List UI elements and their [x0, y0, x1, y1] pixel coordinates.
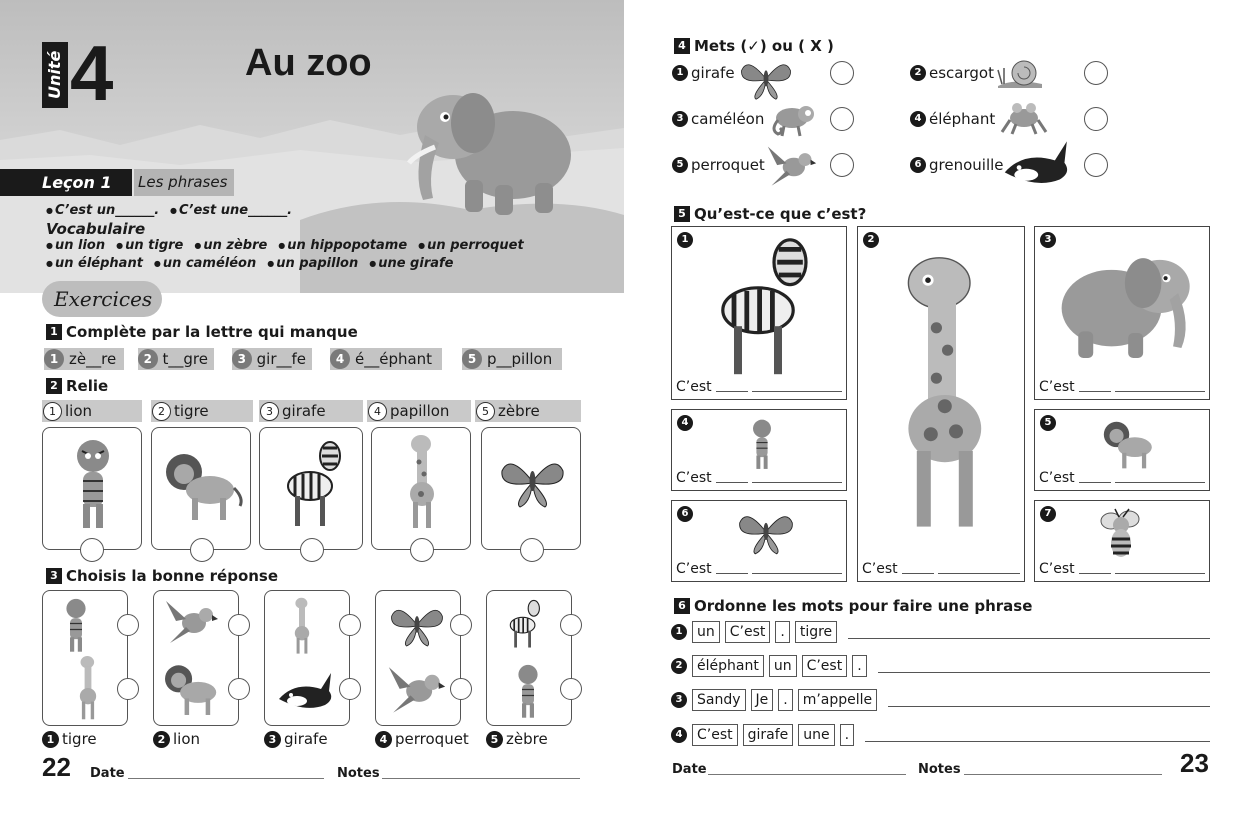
vocab-word: ● une girafe: [369, 256, 453, 271]
word-tile[interactable]: éléphant: [692, 655, 764, 677]
date-line[interactable]: [708, 774, 906, 775]
ex2-label: 2 tigre: [151, 400, 253, 422]
answer-line[interactable]: [865, 741, 1210, 742]
chameleon-icon: [770, 100, 818, 140]
ex5-box-6: 6 C’est: [671, 500, 847, 582]
answer-line[interactable]: [848, 638, 1210, 639]
ex2-label: 5 zèbre: [475, 400, 581, 422]
tiger-icon: [748, 414, 776, 474]
ex3-answer-circle[interactable]: [339, 614, 361, 636]
ex4-item: 6 grenouille: [910, 156, 1004, 174]
ex4-check-circle[interactable]: [830, 61, 854, 85]
ex3-choice-card: [375, 590, 461, 726]
ex6-row: 4 C’est girafe une .: [671, 724, 1210, 746]
giraffe-icon: [71, 653, 105, 723]
unit-number: 4: [70, 29, 114, 117]
exercise-4-title: 4 Mets (✓) ou ( X ): [674, 37, 834, 55]
date-label: Date: [672, 762, 707, 777]
snail-icon: [994, 56, 1046, 90]
lion-icon: [162, 448, 247, 523]
ex3-answer-circle[interactable]: [228, 614, 250, 636]
parrot-icon: [164, 599, 220, 647]
frog-icon: [1000, 98, 1048, 136]
cest-answer-line[interactable]: C’est: [676, 561, 842, 577]
ex2-answer-circle[interactable]: [300, 538, 324, 562]
ex4-check-circle[interactable]: [1084, 107, 1108, 131]
word-tile[interactable]: un: [769, 655, 797, 677]
word-tile[interactable]: C’est: [725, 621, 771, 643]
ex6-row: 3 Sandy Je . m’appelle: [671, 689, 1210, 711]
phrase-pattern-1: ● C’est un______.: [46, 203, 159, 218]
ex2-answer-circle[interactable]: [520, 538, 544, 562]
ex2-label: 1 lion: [42, 400, 142, 422]
ex2-picture-card: [259, 427, 363, 550]
ex3-caption: 3 girafe: [264, 730, 328, 748]
ex3-answer-circle[interactable]: [117, 678, 139, 700]
ex2-picture-card: [42, 427, 142, 550]
ex4-check-circle[interactable]: [830, 107, 854, 131]
ex3-caption: 1 tigre: [42, 730, 97, 748]
ex3-answer-circle[interactable]: [117, 614, 139, 636]
exercise-2-title: 2 Relie: [46, 377, 108, 395]
word-tile[interactable]: une: [798, 724, 834, 746]
cest-answer-line[interactable]: C’est: [1039, 470, 1205, 486]
ex4-check-circle[interactable]: [1084, 153, 1108, 177]
vocab-word: ● un lion: [46, 238, 105, 253]
tiger-icon: [513, 661, 543, 721]
orca-icon: [275, 669, 337, 715]
ex3-caption: 2 lion: [153, 730, 200, 748]
zebra-icon: [275, 438, 350, 530]
butterfly-icon: [500, 453, 565, 508]
ex4-item: 5 perroquet: [672, 156, 765, 174]
ex3-answer-circle[interactable]: [560, 678, 582, 700]
notes-line[interactable]: [382, 778, 580, 779]
ex3-choice-card: [153, 590, 239, 726]
cest-answer-line[interactable]: C’est: [676, 379, 842, 395]
page-number-right: 23: [1180, 748, 1209, 778]
butterfly-icon: [390, 601, 444, 647]
ex4-check-circle[interactable]: [1084, 61, 1108, 85]
word-tile[interactable]: C’est: [802, 655, 848, 677]
word-tile[interactable]: C’est: [692, 724, 738, 746]
ex5-box-5: 5 C’est: [1034, 409, 1210, 491]
ex3-choice-card: [264, 590, 350, 726]
elephant-icon: [1045, 247, 1203, 365]
notes-label: Notes: [918, 762, 961, 777]
vocab-word: ● un hippopotame: [278, 238, 407, 253]
unit-title: Au zoo: [245, 42, 372, 84]
ex3-answer-circle[interactable]: [560, 614, 582, 636]
cest-answer-line[interactable]: C’est: [1039, 561, 1205, 577]
ex5-box-4: 4 C’est: [671, 409, 847, 491]
giraffe-icon: [397, 432, 447, 532]
exercise-5-title: 5 Qu’est-ce que c’est?: [674, 205, 866, 223]
word-tile[interactable]: .: [840, 724, 854, 746]
notes-line[interactable]: [964, 774, 1162, 775]
ex2-answer-circle[interactable]: [80, 538, 104, 562]
date-label: Date: [90, 766, 125, 781]
ex2-picture-card: [371, 427, 471, 550]
parrot-icon: [766, 144, 818, 190]
word-tile[interactable]: .: [778, 689, 792, 711]
ex5-box-7: 7 C’est: [1034, 500, 1210, 582]
word-tile[interactable]: tigre: [795, 621, 837, 643]
answer-line[interactable]: [888, 706, 1210, 707]
zebra-icon: [503, 593, 545, 655]
phrase-pattern-2: ● C’est une______.: [170, 203, 292, 218]
vocab-word: ● un caméléon: [154, 256, 256, 271]
lion-icon: [1101, 416, 1161, 472]
vocab-word: ● un tigre: [116, 238, 183, 253]
orca-icon: [1000, 136, 1074, 192]
ex4-check-circle[interactable]: [830, 153, 854, 177]
ex1-item[interactable]: 5 p__pillon: [462, 348, 562, 370]
ex2-label: 4 papillon: [367, 400, 471, 422]
ex2-picture-card: [481, 427, 581, 550]
answer-line[interactable]: [878, 672, 1210, 673]
word-tile[interactable]: Je: [751, 689, 774, 711]
tiger-icon: [68, 436, 118, 531]
lion-icon: [162, 659, 226, 719]
elephant-icon: [395, 85, 585, 220]
giraffe-icon: [287, 593, 317, 659]
word-tile[interactable]: girafe: [743, 724, 794, 746]
ex4-item: 4 éléphant: [910, 110, 995, 128]
word-tile[interactable]: .: [852, 655, 866, 677]
cest-answer-line[interactable]: C’est: [1039, 379, 1205, 395]
ex4-item: 3 caméléon: [672, 110, 764, 128]
ex3-answer-circle[interactable]: [339, 678, 361, 700]
page-number-left: 22: [42, 752, 71, 782]
giraffe-icon: [872, 239, 1012, 551]
ex5-box-1: 1 C’est: [671, 226, 847, 400]
exercise-3-title: 3 Choisis la bonne réponse: [46, 567, 278, 585]
unit-label: Unité: [42, 42, 68, 108]
ex2-picture-card: [151, 427, 251, 550]
exercise-1-title: 1 Complète par la lettre qui manque: [46, 323, 358, 341]
vocabulary-row-1: [46, 238, 524, 253]
date-line[interactable]: [128, 778, 324, 779]
vocab-word: ● un zèbre: [194, 238, 267, 253]
ex6-row: 2 éléphant un C’est .: [671, 655, 1210, 677]
ex1-item[interactable]: 1 zè__re: [44, 348, 124, 370]
notes-label: Notes: [337, 766, 380, 781]
word-tile[interactable]: un: [692, 621, 720, 643]
vocabulary-title: Vocabulaire: [46, 220, 146, 238]
exercise-6-title: 6 Ordonne les mots pour faire une phrase: [674, 597, 1032, 615]
ex2-answer-circle[interactable]: [190, 538, 214, 562]
ex3-answer-circle[interactable]: [228, 678, 250, 700]
tiger-icon: [61, 596, 91, 654]
ex5-box-2: 2 C’est: [857, 226, 1025, 582]
ex1-item[interactable]: 2 t__gre: [138, 348, 214, 370]
vocabulary-row-2: [46, 256, 453, 271]
vocab-word: ● un éléphant: [46, 256, 143, 271]
ex3-caption: 5 zèbre: [486, 730, 548, 748]
ex3-caption: 4 perroquet: [375, 730, 469, 748]
butterfly-icon: [738, 507, 794, 555]
word-tile[interactable]: m’appelle: [798, 689, 877, 711]
cest-answer-line[interactable]: C’est: [862, 561, 1020, 577]
ex3-choice-card: [486, 590, 572, 726]
lesson-subtitle: Les phrases: [134, 169, 234, 196]
ex1-item[interactable]: 3 gir__fe: [232, 348, 312, 370]
ex5-box-3: 3 C’est: [1034, 226, 1210, 400]
vocab-word: ● un perroquet: [418, 238, 524, 253]
ex1-item[interactable]: 4 é__éphant: [330, 348, 442, 370]
parrot-icon: [386, 665, 448, 717]
ex4-item: 1 girafe: [672, 64, 735, 82]
cest-answer-line[interactable]: C’est: [676, 470, 842, 486]
ex3-answer-circle[interactable]: [450, 678, 472, 700]
lesson-label: Leçon 1: [0, 169, 132, 196]
ex3-choice-card: [42, 590, 128, 726]
ex6-row: 1 un C’est . tigre: [671, 621, 1210, 643]
unit-header-banner: [0, 0, 624, 293]
ex4-item: 2 escargot: [910, 64, 994, 82]
word-tile[interactable]: Sandy: [692, 689, 746, 711]
ex3-answer-circle[interactable]: [450, 614, 472, 636]
word-tile[interactable]: .: [775, 621, 789, 643]
bee-icon: [1095, 507, 1145, 563]
butterfly-icon: [740, 56, 792, 100]
zebra-icon: [702, 233, 822, 381]
vocab-word: ● un papillon: [267, 256, 358, 271]
ex2-answer-circle[interactable]: [410, 538, 434, 562]
ex2-label: 3 girafe: [259, 400, 363, 422]
exercises-banner: Exercices: [42, 281, 162, 317]
